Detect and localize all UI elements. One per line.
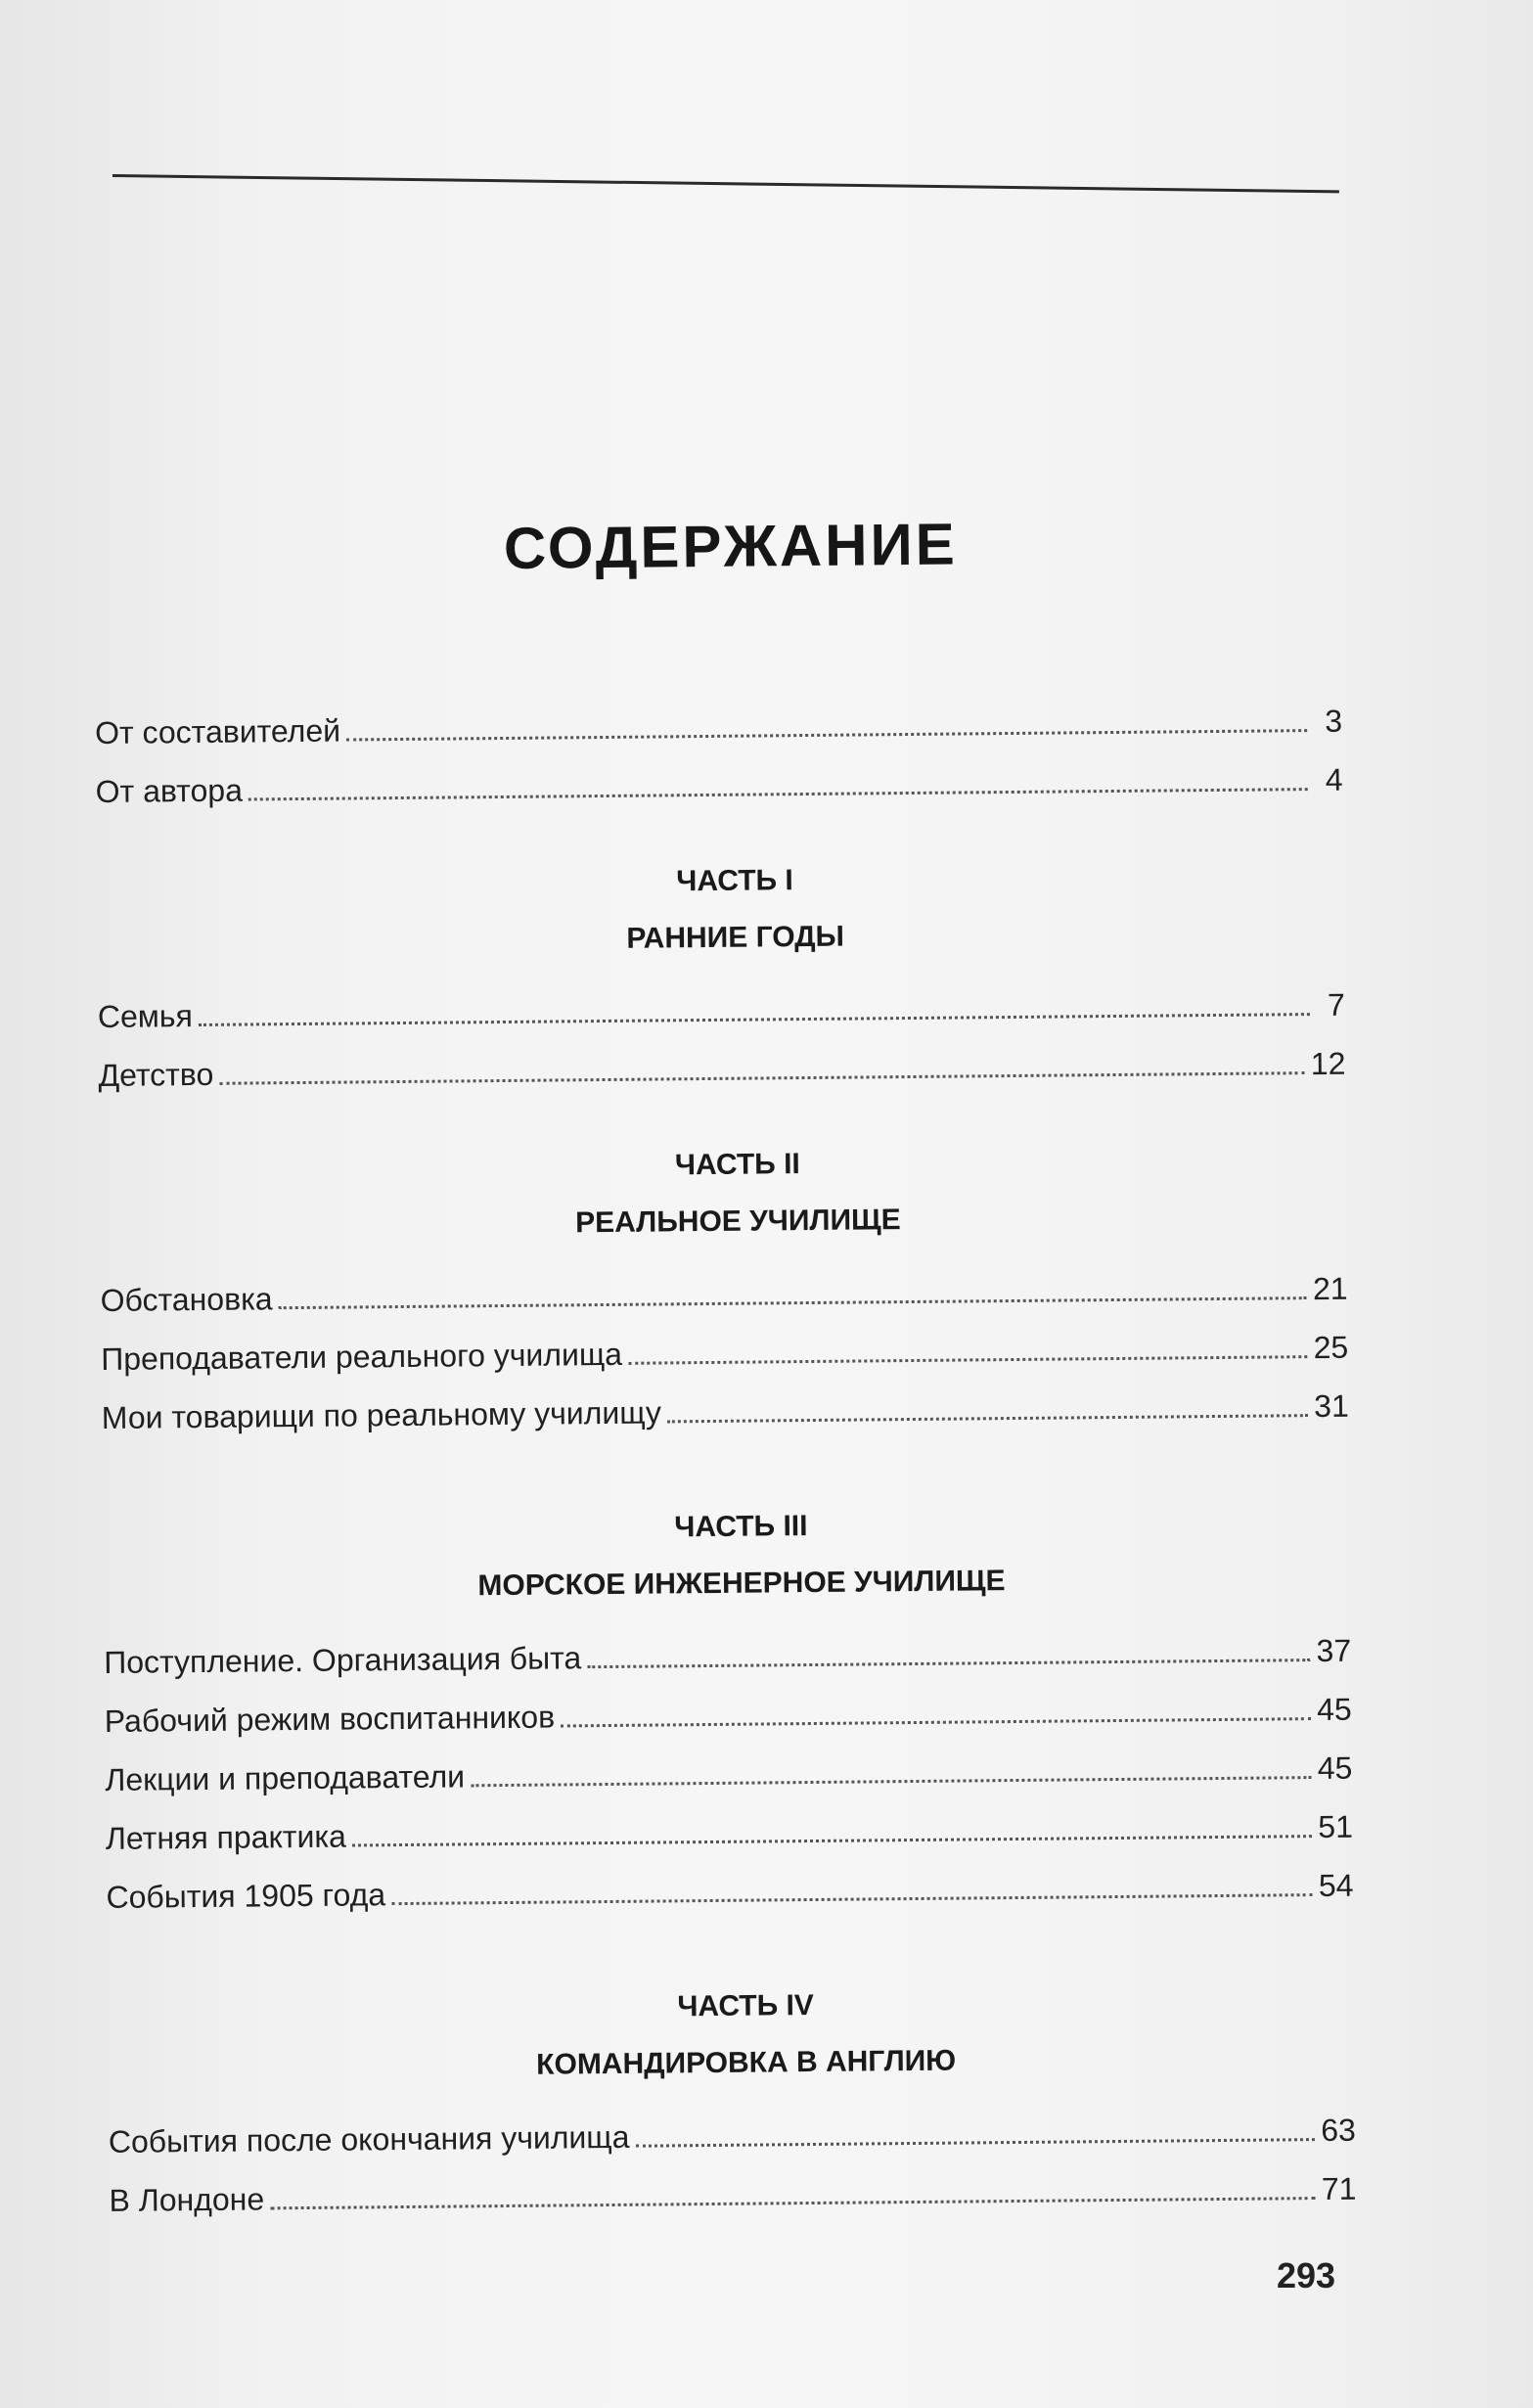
part-section bbox=[107, 1981, 1356, 2220]
toc-entry-page: 12 bbox=[1310, 1045, 1346, 1082]
dot-leader bbox=[391, 1893, 1313, 1905]
toc-entry-title: Поступление. Организация быта bbox=[104, 1640, 582, 1680]
spacer bbox=[107, 1905, 1355, 1993]
dot-leader bbox=[219, 1071, 1305, 1085]
part-label: ЧАСТЬ II bbox=[674, 1148, 800, 1182]
part-title: РЕАЛЬНОЕ УЧИЛИЩЕ bbox=[575, 1204, 901, 1240]
toc-entry-title: Мои товарищи по реальному училищу bbox=[101, 1394, 662, 1435]
toc-entry-page: 31 bbox=[1313, 1387, 1349, 1425]
dot-leader bbox=[346, 729, 1307, 741]
toc-entry-title: События 1905 года bbox=[106, 1877, 386, 1915]
toc-entry-page: 37 bbox=[1316, 1632, 1352, 1669]
part-section bbox=[103, 1502, 1354, 1917]
toc-entry-title: Детство bbox=[98, 1056, 214, 1093]
header-rule bbox=[113, 174, 1339, 193]
toc-entry-title: Летняя практика bbox=[105, 1818, 347, 1856]
intro-section bbox=[95, 682, 1343, 811]
toc-entry-page: 7 bbox=[1327, 986, 1345, 1022]
dot-leader bbox=[270, 2197, 1316, 2209]
toc-entry-title: От составителей bbox=[94, 712, 341, 750]
dot-leader bbox=[636, 2138, 1316, 2148]
toc-entry-page: 45 bbox=[1317, 1749, 1353, 1787]
toc-entry-title: События после окончания училища bbox=[108, 2118, 630, 2159]
part-label: ЧАСТЬ III bbox=[674, 1510, 808, 1544]
spacer bbox=[102, 1426, 1350, 1514]
dot-leader bbox=[279, 1296, 1307, 1309]
toc-entry-title: Обстановка bbox=[100, 1281, 273, 1318]
part-label: ЧАСТЬ IV bbox=[677, 1988, 815, 2023]
toc-entry-page: 21 bbox=[1312, 1270, 1348, 1307]
page-number: 293 bbox=[1277, 2255, 1336, 2295]
part-label: ЧАСТЬ I bbox=[676, 864, 793, 898]
page-title: СОДЕРЖАНИЕ bbox=[503, 511, 958, 581]
table-of-contents bbox=[93, 507, 1357, 2220]
toc-entry-page: 71 bbox=[1321, 2170, 1357, 2207]
part-title: МОРСКОЕ ИНЖЕНЕРНОЕ УЧИЛИЩЕ bbox=[477, 1565, 1006, 1603]
toc-entry-page: 51 bbox=[1318, 1808, 1354, 1845]
toc-entry[interactable] bbox=[109, 2150, 1357, 2220]
part-section bbox=[99, 1140, 1349, 1437]
toc-entry-title: Преподаватели реального училища bbox=[101, 1336, 623, 1377]
dot-leader bbox=[561, 1717, 1311, 1727]
toc-entry-title: Семья bbox=[97, 998, 193, 1034]
toc-entry-title: В Лондоне bbox=[109, 2181, 265, 2218]
toc-entry-title: От автора bbox=[95, 772, 244, 809]
dot-leader bbox=[587, 1658, 1310, 1668]
toc-entry-title: Рабочий режим воспитанников bbox=[104, 1699, 556, 1739]
toc-entry-page: 54 bbox=[1318, 1867, 1354, 1904]
part-title: РАННИЕ ГОДЫ bbox=[626, 920, 845, 955]
toc-entry-page: 45 bbox=[1316, 1691, 1352, 1728]
toc-entry-page: 4 bbox=[1325, 761, 1343, 797]
toc-entry-title: Лекции и преподаватели bbox=[105, 1758, 466, 1797]
dot-leader bbox=[199, 1013, 1310, 1026]
dot-leader bbox=[471, 1776, 1312, 1787]
toc-entry-page: 63 bbox=[1321, 2112, 1357, 2149]
part-section bbox=[96, 856, 1345, 1095]
toc-entry-page: 3 bbox=[1325, 703, 1343, 739]
part-title: КОМАНДИРОВКА В АНГЛИЮ bbox=[536, 2044, 957, 2081]
dot-leader bbox=[667, 1414, 1308, 1423]
toc-entry-page: 25 bbox=[1313, 1329, 1349, 1366]
dot-leader bbox=[628, 1355, 1308, 1365]
dot-leader bbox=[352, 1835, 1312, 1846]
dot-leader bbox=[248, 788, 1308, 800]
